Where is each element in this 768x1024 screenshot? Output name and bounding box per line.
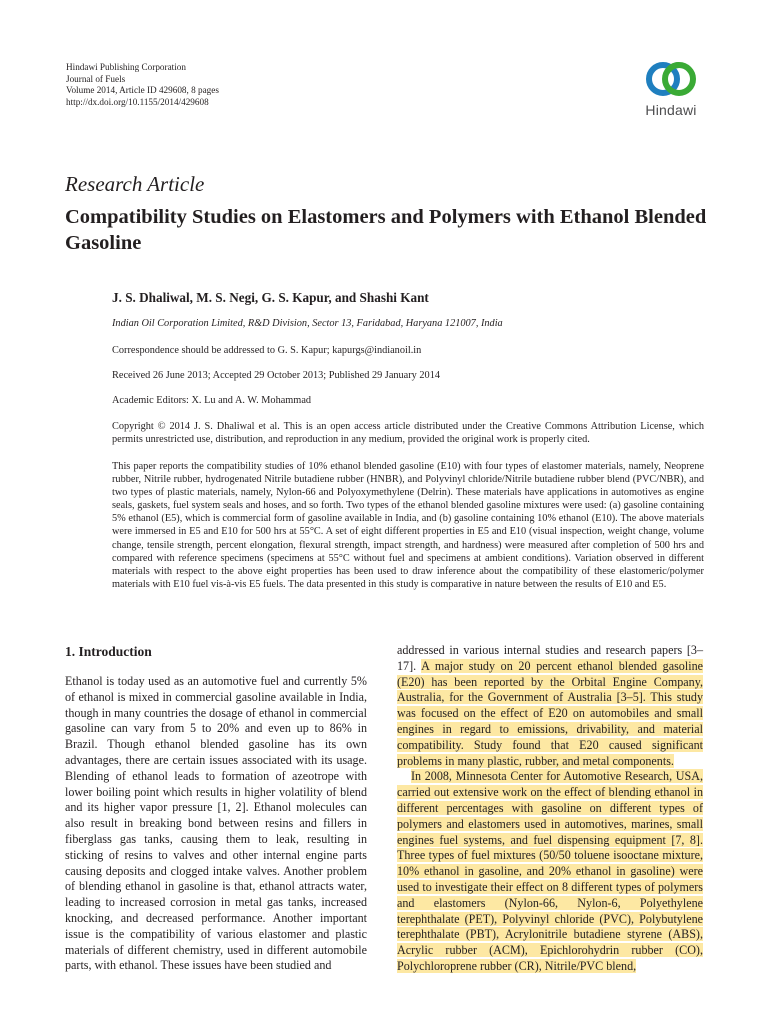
intro-paragraph: Ethanol is today used as an automotive fuel and currently 5% of ethanol is mixed in commercial gasoline available in India, though in many countries the dosage of ethanol in commercial gasoline can vary from 5 to 20% and even up to 86% in Brazil. Though ethanol blended gasoline has its own advantages, there are certain issues associated with its usage. Blending of ethanol leads to formation of azeotrope with lower boiling point which results in higher volatility of blend and its higher vapor pressure [1, 2]. Ethanol molecules can also result in breaking bond between resins and fillers in fiberglass gas tanks, causing them to leak, resulting in sticking of resins to valves and other internal engine parts causing deposits and clogged intake valves. Another problem of blending ethanol in gasoline is that, ethanol attracts water, leading to increased corrosion in metal gas tanks, increased knocking, and decreased performance. Another important issue is the compatibility of various elastomer and plastic materials of different chemistry, used in different automobile parts, with ethanol. These issues have been studied and [65,674,367,973]
right-column [397,643,703,975]
highlighted-text: A major study on 20 percent ethanol blended gasoline (E20) has been reported by the Orbital Engine Company, Australia, for the Government of Australia [3–5]. This study was focused on the effect of E20 on automobiles and small engines in regard to emissions, drivability, and material compatibility. Study found that E20 caused significant problems in many plastic, rubber, and metal components. [397,658,703,768]
abstract: This paper reports the compatibility studies of 10% ethanol blended gasoline (E10) with four types of elastomer materials, namely, Neoprene rubber, Nitrile rubber, hydrogenated Nitrile butadiene rubber (HNBR), and Polyvinyl chloride/Nitrile butadiene rubber blend (PVC/NBR), and two types of plastic materials, namely, Nylon-66 and Polyoxymethylene (Delrin). These materials have applications in automotives as engine seals, gaskets, fuel system seals and hoses, and so forth. Two types of the ethanol blended gasoline mixtures were used: (a) gasoline containing 5% ethanol (E5), which is commercial form of gasoline available in India, and (b) gasoline containing 10% ethanol (E10). The above materials were immersed in E5 and E10 for 500 hrs at 55°C. A set of eight different properties in E5 and E10 (visual inspection, weight change, volume change, tensile strength, percent elongation, flexural strength, impact strength, and hardness) were measured after completion of 500 hrs and compared with reference specimens (specimens at 55°C without fuel and specimens at ambient conditions). Variation observed in different materials with respect to the above eight properties has been used to draw inference about the compatibility of these elastomeric/polymer materials with E10 fuel vis-à-vis E5 fuels. The data presented in this study is comparative in nature between the results of E10 and E5. [112,461,704,590]
hindawi-rings-icon [632,58,710,102]
volume-line: Volume 2014, Article ID 429608, 8 pages [66,85,219,96]
academic-editors: Academic Editors: X. Lu and A. W. Mohammad [112,395,312,406]
highlighted-text: In 2008, Minnesota Center for Automotive Research, USA, carried out extensive work on the effect of blending ethanol in different percentages with gasoline on different types of polymers and elastomers used in automotives, marines, small engines fuel systems, and fuel dispensing equipment [7, 8]. Three types of fuel mixtures (50/50 toluene isooctane mixture, 10% ethanol in gasoline, and 20% ethanol in gasoline) were used to investigate their effect on 8 different types of polymers and elastomers (Nylon-66, Nylon-6, Polyethylene terephthalate (PET), Polyvinyl chloride (PVC), Polybutylene terephthalate (PBT), Acrylonitrile butadiene styrene (ABS), Acrylic rubber (ACM), Epichlorohydrin rubber (CO), Polychloroprene rubber (CR), Nitrile/PVC blend, [397,769,703,973]
left-column [65,674,367,974]
section-heading: 1. Introduction [65,644,152,659]
author-list: J. S. Dhaliwal, M. S. Negi, G. S. Kapur, and Shashi Kant [112,290,429,305]
logo-wordmark: Hindawi [645,102,697,118]
doi-link[interactable]: http://dx.doi.org/10.1155/2014/429608 [66,96,209,107]
correspondence: Correspondence should be addressed to G. S. Kapur; kapurgs@indianoil.in [112,345,422,356]
article-title: Compatibility Studies on Elastomers and Polymers with Ethanol Blended Gasoline [65,206,707,254]
journal-header [66,62,219,108]
hindawi-logo[interactable] [632,58,710,118]
publisher-line: Hindawi Publishing Corporation [66,62,186,72]
affiliation: Indian Oil Corporation Limited, R&D Division, Sector 13, Faridabad, Haryana 121007, India [112,318,503,329]
journal-name: Journal of Fuels [66,73,126,84]
article-type: Research Article [65,172,205,196]
right-paragraph-2 [397,769,703,974]
plain-text: addressed in various internal studies and research papers [3–17]. [397,643,703,673]
publication-dates: Received 26 June 2013; Accepted 29 October 2013; Published 29 January 2014 [112,370,441,381]
copyright-notice: Copyright © 2014 J. S. Dhaliwal et al. This is an open access article distributed under the Creative Commons Attribution License, which permits unrestricted use, distribution, and reproduction in any medium, provided the original work is properly cited. [112,421,704,445]
right-paragraph-1 [397,643,703,769]
